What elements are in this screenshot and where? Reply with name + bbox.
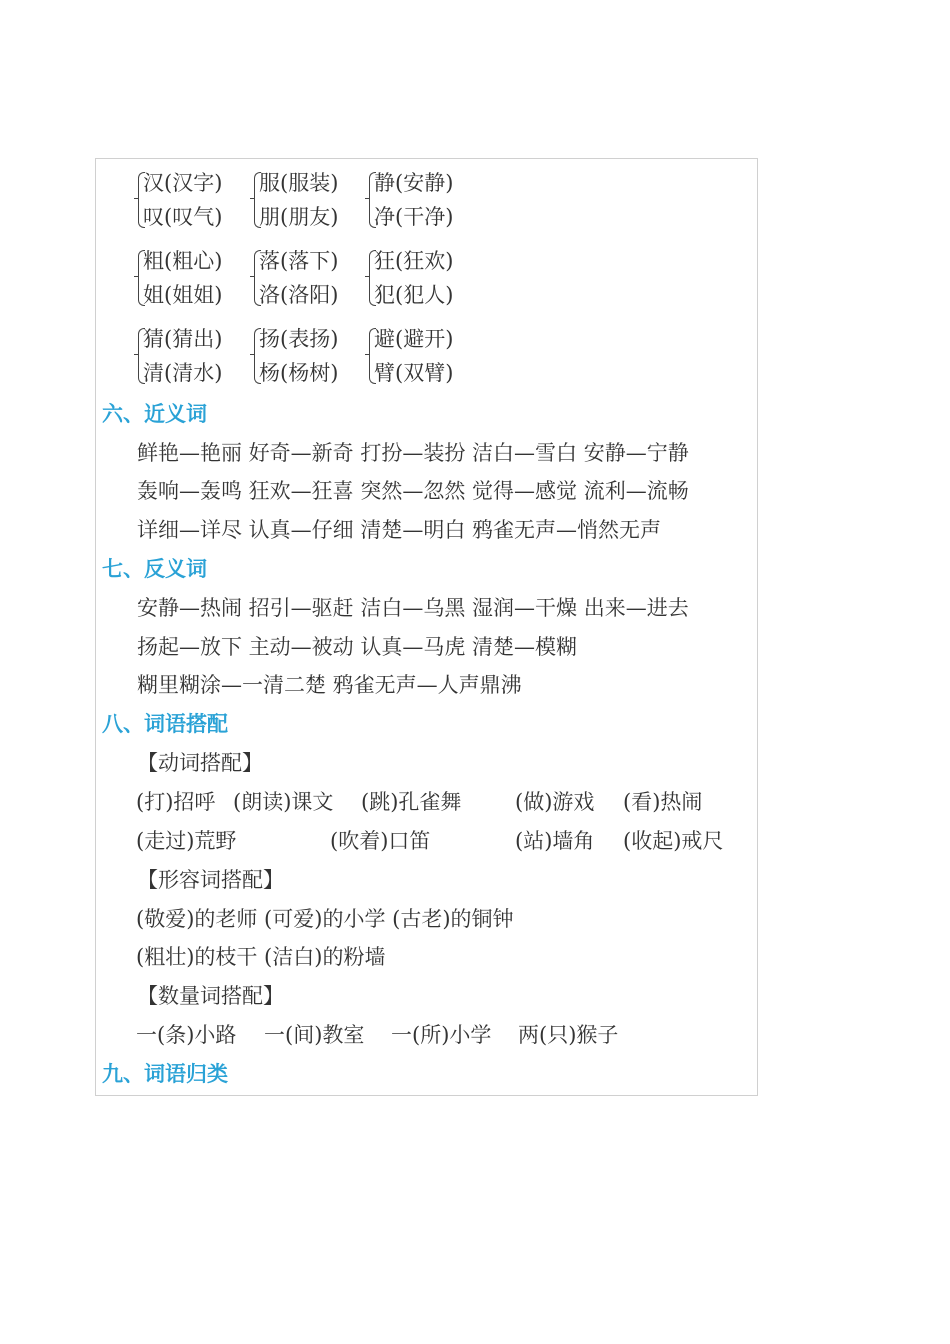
- char-pair-item: 洛(洛阳): [259, 283, 339, 307]
- verb-collocation-item: (打)招呼: [136, 790, 216, 814]
- synonyms-line: 鲜艳—艳丽 好奇—新奇 打扮—装扮 洁白—雪白 安静—宁静: [137, 441, 689, 465]
- char-pair-item: 清(清水): [143, 361, 223, 385]
- char-pair-item: 汉(汉字): [143, 171, 223, 195]
- verb-collocation-item: (走过)荒野: [136, 829, 237, 853]
- synonyms-line: 详细—详尽 认真—仔细 清楚—明白 鸦雀无声—悄然无声: [137, 518, 662, 542]
- verb-collocation-item: (看)热闹: [623, 790, 703, 814]
- adjective-collocation-label: 【形容词搭配】: [137, 868, 284, 892]
- quantifier-collocation-label: 【数量词搭配】: [137, 984, 284, 1008]
- quantifier-collocation-item: 一(条)小路: [136, 1023, 237, 1047]
- verb-collocation-item: (吹着)口笛: [330, 829, 431, 853]
- char-pair-item: 落(落下): [259, 249, 339, 273]
- classification-heading: 九、词语归类: [102, 1062, 228, 1086]
- synonyms-line: 轰响—轰鸣 狂欢—狂喜 突然—忽然 觉得—感觉 流利—流畅: [137, 479, 689, 503]
- char-pair-item: 扬(表扬): [259, 327, 339, 351]
- verb-collocation-label: 【动词搭配】: [137, 751, 263, 775]
- verb-collocation-item: (站)墙角: [515, 829, 595, 853]
- char-pair-item: 犯(犯人): [374, 283, 454, 307]
- antonyms-line: 扬起—放下 主动—被动 认真—马虎 清楚—模糊: [137, 635, 578, 659]
- antonyms-line: 糊里糊涂—一清二楚 鸦雀无声—人声鼎沸: [137, 673, 522, 697]
- char-pair-item: 服(服装): [259, 171, 339, 195]
- char-pair-item: 净(干净): [374, 205, 454, 229]
- quantifier-collocation-item: 两(只)猴子: [518, 1023, 619, 1047]
- adjective-collocation-line: (敬爱)的老师 (可爱)的小学 (古老)的铜钟: [136, 907, 514, 931]
- char-pair-item: 静(安静): [374, 171, 454, 195]
- quantifier-collocation-item: 一(间)教室: [264, 1023, 365, 1047]
- char-pair-item: 朋(朋友): [259, 205, 339, 229]
- verb-collocation-item: (朗读)课文: [233, 790, 334, 814]
- char-pair-item: 猜(猜出): [143, 327, 223, 351]
- verb-collocation-item: (做)游戏: [515, 790, 595, 814]
- verb-collocation-item: (收起)戒尺: [623, 829, 724, 853]
- char-pair-item: 姐(姐姐): [143, 283, 223, 307]
- antonyms-line: 安静—热闹 招引—驱赶 洁白—乌黑 湿润—干燥 出来—进去: [137, 596, 689, 620]
- char-pair-item: 臂(双臂): [374, 361, 454, 385]
- antonyms-heading: 七、反义词: [102, 557, 207, 581]
- char-pair-item: 杨(杨树): [259, 361, 339, 385]
- adjective-collocation-line: (粗壮)的枝干 (洁白)的粉墙: [136, 945, 386, 969]
- char-pair-item: 叹(叹气): [143, 205, 223, 229]
- char-pair-item: 粗(粗心): [143, 249, 223, 273]
- collocations-heading: 八、词语搭配: [102, 712, 228, 736]
- verb-collocation-item: (跳)孔雀舞: [361, 790, 462, 814]
- quantifier-collocation-item: 一(所)小学: [391, 1023, 492, 1047]
- char-pair-item: 狂(狂欢): [374, 249, 454, 273]
- char-pair-item: 避(避开): [374, 327, 454, 351]
- synonyms-heading: 六、近义词: [102, 402, 207, 426]
